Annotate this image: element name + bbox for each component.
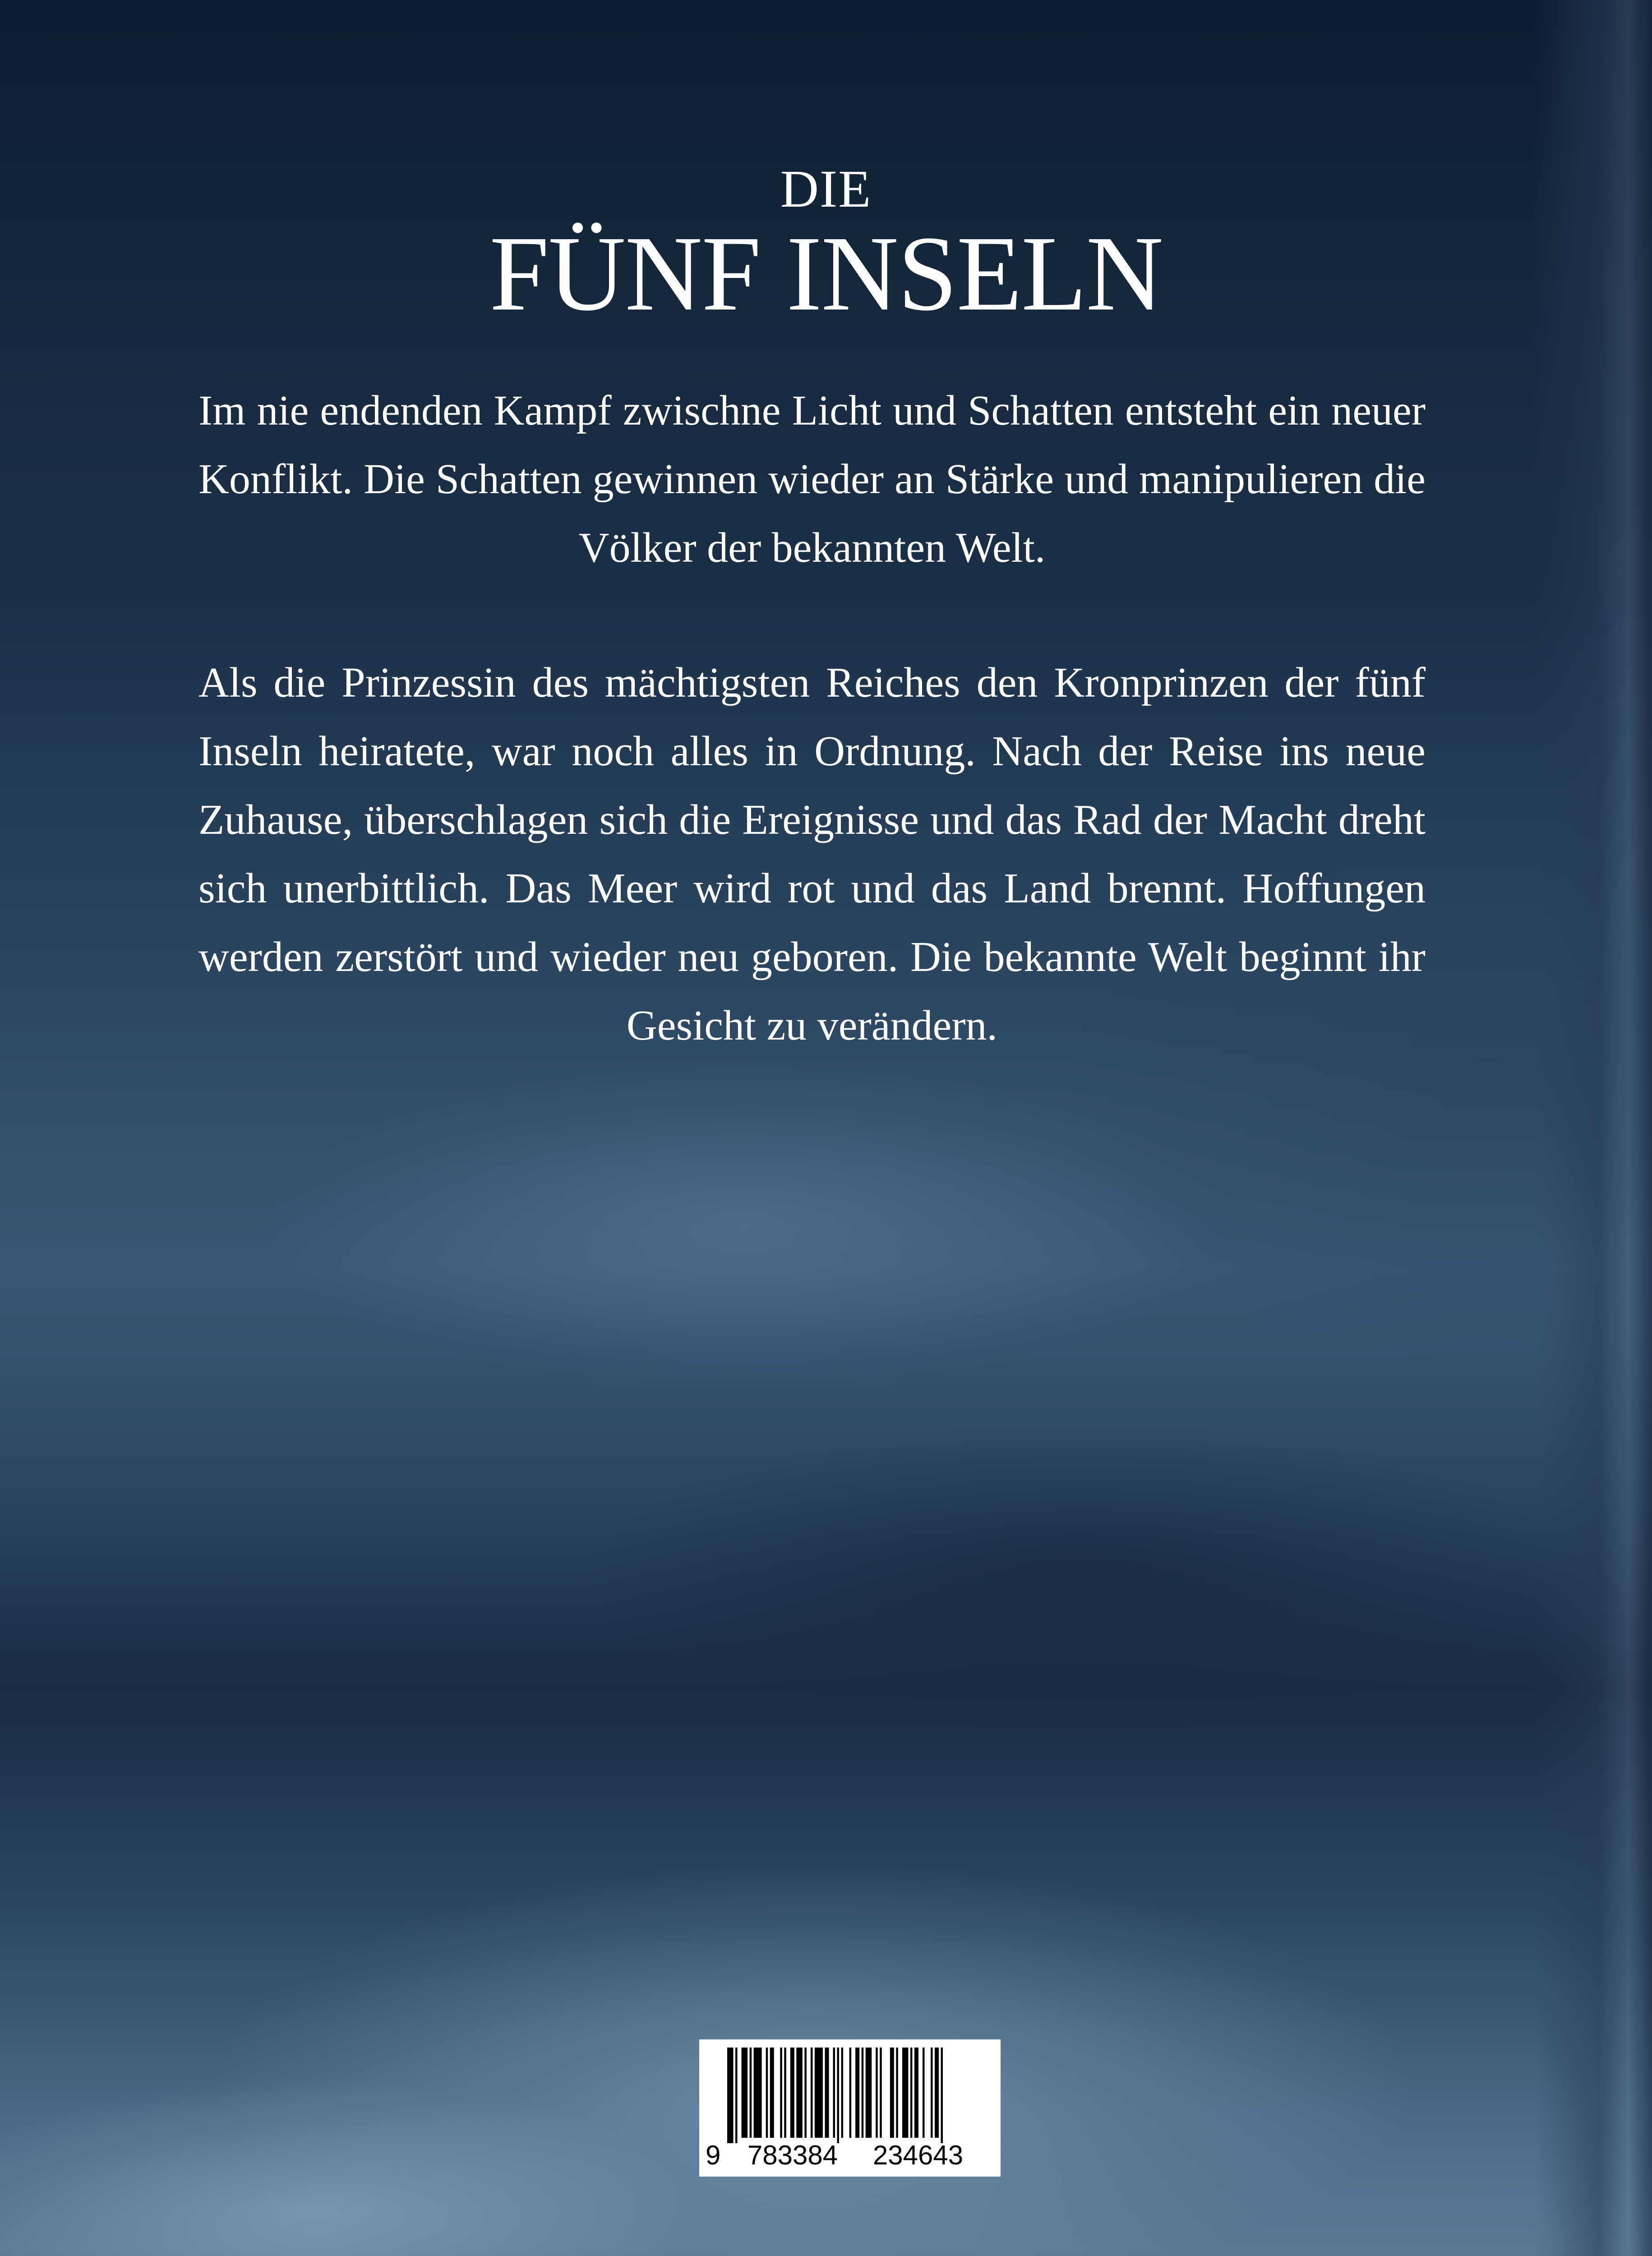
barcode-bar xyxy=(754,2048,762,2138)
cover-edge-shading xyxy=(1535,0,1652,2256)
barcode-bar xyxy=(935,2048,939,2138)
barcode-bar xyxy=(841,2048,844,2138)
barcode-bar xyxy=(941,2048,943,2143)
barcode-lead-digit: 9 xyxy=(706,2140,721,2170)
barcode-bar xyxy=(896,2048,898,2138)
blurb-paragraph-2: Als die Prinzessin des mächtigsten Reiches den Kronprinzen der fünf Inseln heiratete, war noch alles in Ordnung. Nach der Reise ins neue Zuhause, überschlagen sich die Ereignisse und das Rad der Macht dreht sich unerbittlich. Das Meer wird rot und das Land brennt. Hoffungen werden zerstört und wieder neu geboren. Die bekannte Welt beginnt ihr Gesicht zu verändern. xyxy=(198,659,1426,1049)
barcode-bar xyxy=(902,2048,909,2138)
barcode-bar xyxy=(914,2048,918,2138)
barcode-bar xyxy=(790,2048,794,2138)
barcode-bar xyxy=(811,2048,813,2138)
barcode-bar xyxy=(825,2048,829,2138)
barcode-bar xyxy=(910,2048,913,2138)
barcode-bar xyxy=(750,2048,752,2138)
barcode-bar xyxy=(866,2048,872,2138)
barcode-bar xyxy=(880,2048,882,2138)
barcode-bar xyxy=(855,2048,859,2138)
barcode-bar xyxy=(815,2048,823,2138)
title-article: DIE xyxy=(780,159,872,218)
barcode-bar xyxy=(833,2048,835,2138)
barcode-bar xyxy=(849,2048,852,2138)
blurb-paragraph-1: Im nie endenden Kampf zwischne Licht und Schatten entsteht ein neuer Konflikt. Die Schatten gewinnen wieder an Stärke und manipulieren die Völker der bekannten Welt. xyxy=(198,387,1426,571)
barcode-bar xyxy=(742,2048,748,2138)
book-title: FÜNF INSELN xyxy=(489,214,1163,333)
barcode-digits xyxy=(699,2140,1001,2171)
barcode-bars xyxy=(699,2039,1001,2143)
isbn-barcode xyxy=(699,2039,1001,2177)
barcode-bar xyxy=(931,2048,933,2138)
barcode-bar xyxy=(796,2048,803,2138)
barcode-bar xyxy=(784,2048,786,2138)
barcode-bar xyxy=(876,2048,878,2138)
barcode-bar xyxy=(923,2048,925,2138)
barcode-bar xyxy=(890,2048,894,2138)
barcode-bar xyxy=(766,2048,768,2138)
barcode-bar xyxy=(727,2048,734,2143)
barcode-bar xyxy=(804,2048,807,2138)
barcode-bar xyxy=(770,2048,774,2138)
barcode-right-group: 234643 xyxy=(872,2140,964,2170)
barcode-bar xyxy=(780,2048,782,2138)
barcode-left-group: 783384 xyxy=(747,2140,838,2170)
barcode-bar xyxy=(862,2048,864,2138)
barcode-bar xyxy=(735,2048,738,2143)
barcode-bar xyxy=(837,2048,840,2143)
